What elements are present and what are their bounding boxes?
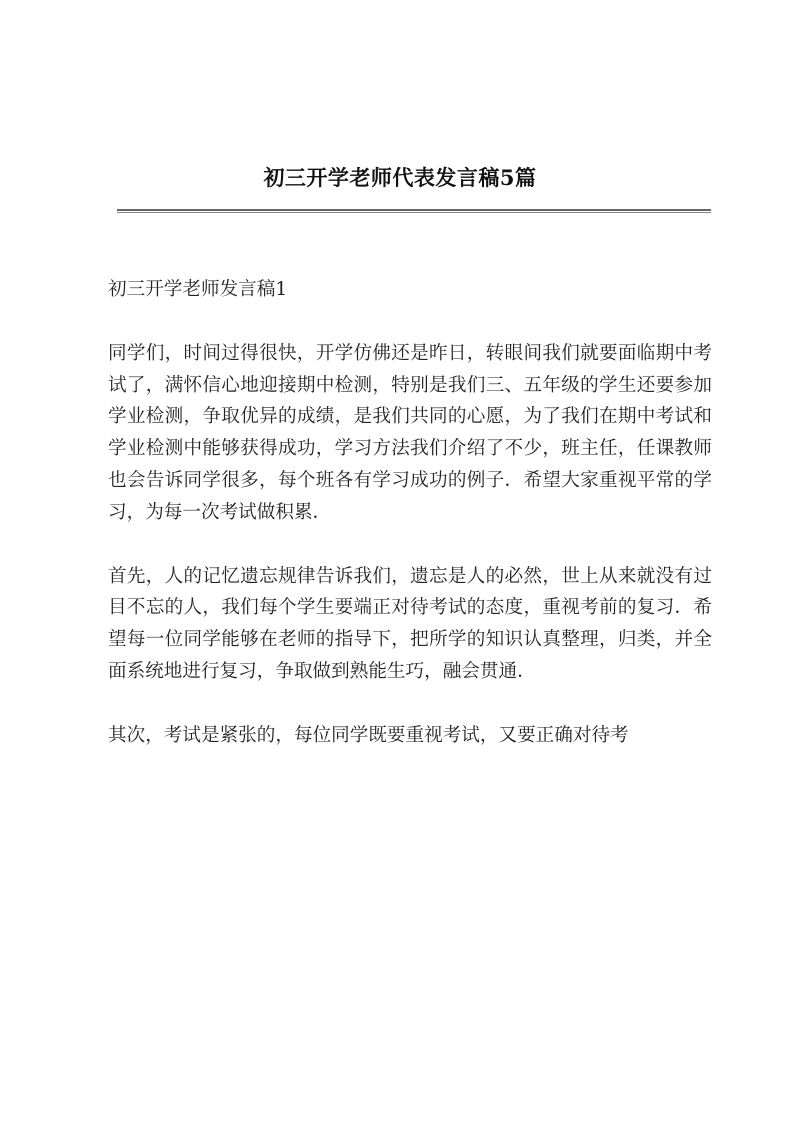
- paragraph-2: 首先，人的记忆遗忘规律告诉我们，遗忘是人的必然，世上从来就没有过目不忘的人，我们每个学生要端正对待考试的态度，重视考前的复习．希望每一位同学能够在老师的指导下，把所学的知识认真整理，归类，并全面系统地进行复习，争取做到熟能生巧，融会贯通．: [108, 565, 712, 682]
- section-heading: 初三开学老师发言稿1: [108, 279, 288, 300]
- paragraph-1: 同学们，时间过得很快，开学仿佛还是昨日，转眼间我们就要面临期中考试了，满怀信心地迎接期中检测，特别是我们三、五年级的学生还要参加学业检测，争取优异的成绩，是我们共同的心愿，为了我们在期中考试和学业检测中能够获得成功，学习方法我们介绍了不少，班主任，任课教师也会告诉同学很多，每个班各有学习成功的例子．希望大家重视平常的学习，为每一次考试做积累．: [108, 342, 712, 523]
- title-divider: [117, 209, 711, 213]
- document-body: [108, 274, 712, 784]
- paragraph-3: 其次，考试是紧张的，每位同学既要重视考试，又要正确对待考: [108, 724, 629, 746]
- document-title: 初三开学老师代表发言稿5篇: [263, 165, 537, 190]
